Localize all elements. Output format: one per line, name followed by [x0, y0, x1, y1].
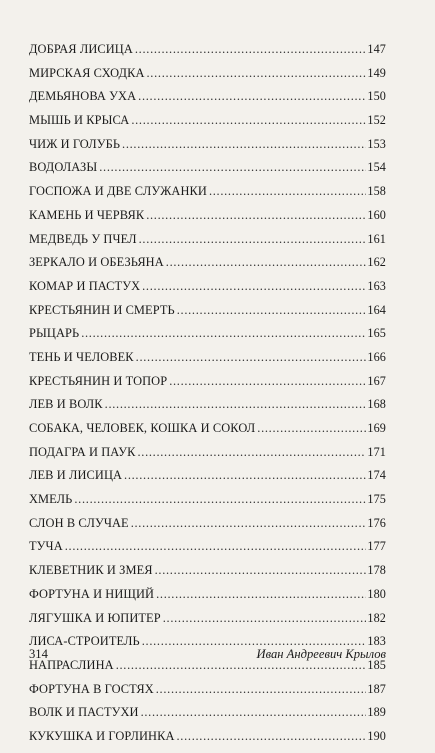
toc-entry-page: 180 [367, 586, 386, 601]
toc-entry-title: ДОБРАЯ ЛИСИЦА [29, 42, 133, 56]
toc-entry-page: 182 [367, 610, 386, 625]
toc-entry [29, 42, 386, 66]
toc-dot-leader [146, 208, 366, 223]
toc-entry-title: ТЕНЬ И ЧЕЛОВЕК [29, 349, 134, 364]
toc-dot-leader [147, 66, 367, 81]
toc-entry-title: МИРСКАЯ СХОДКА [29, 65, 145, 80]
toc-entry-page: 185 [367, 657, 386, 672]
toc-entry-page: 154 [367, 160, 386, 175]
toc-entry [29, 682, 386, 706]
toc-entry-page: 161 [367, 231, 386, 246]
toc-dot-leader [156, 682, 367, 697]
toc-entry-title: ДЕМЬЯНОВА УХА [29, 89, 137, 104]
toc-entry-title: МЕДВЕДЬ У ПЧЕЛ [29, 231, 137, 246]
toc-entry-page: 187 [367, 681, 386, 696]
toc-dot-leader [74, 492, 366, 507]
toc-entry [29, 397, 386, 421]
toc-entry-title: НАПРАСЛИНА [29, 657, 114, 672]
toc-entry-title: ХМЕЛЬ [29, 492, 73, 507]
toc-dot-leader [156, 587, 366, 602]
toc-entry-title: ВОЛК И ПАСТУХИ [29, 705, 139, 720]
toc-entry [29, 89, 386, 113]
toc-entry-title: РЫЦАРЬ [29, 326, 80, 341]
toc-entry [29, 184, 386, 208]
toc-entry [29, 160, 386, 184]
toc-entry-page: 163 [367, 278, 386, 293]
toc-entry-title: СЛОН В СЛУЧАЕ [29, 515, 129, 530]
toc-entry-title: ЛЕВ И ВОЛК [29, 397, 103, 412]
toc-entry-title: КЛЕВЕТНИК И ЗМЕЯ [29, 563, 153, 578]
toc-dot-leader [81, 326, 366, 341]
toc-entry-page: 190 [367, 728, 386, 743]
toc-entry-title: ПОДАГРА И ПАУК [29, 444, 136, 459]
page-footer [29, 647, 386, 662]
toc-entry-page: 177 [367, 539, 386, 554]
toc-dot-leader [139, 232, 367, 247]
toc-entry-page: 176 [367, 515, 386, 530]
toc-dot-leader [135, 42, 367, 57]
toc-entry-title: КАМЕНЬ И ЧЕРВЯК [29, 207, 145, 222]
toc-dot-leader [131, 516, 367, 531]
toc-entry [29, 137, 386, 161]
toc-entry [29, 705, 386, 729]
toc-entry-page: 149 [367, 65, 386, 80]
toc-entry-page: 153 [367, 136, 386, 151]
toc-dot-leader [177, 729, 367, 744]
toc-entry [29, 303, 386, 327]
toc-entry-page: 174 [367, 468, 386, 483]
toc-entry-title: КРЕСТЬЯНИН И СМЕРТЬ [29, 302, 175, 317]
toc-dot-leader [209, 184, 366, 199]
toc-entry [29, 350, 386, 374]
toc-entry [29, 113, 386, 137]
toc-entry-page: 168 [367, 397, 386, 412]
toc-dot-leader [138, 89, 366, 104]
toc-entry [29, 208, 386, 232]
toc-dot-leader [105, 397, 367, 412]
toc-entry [29, 445, 386, 469]
toc-entry [29, 279, 386, 303]
toc-dot-leader [141, 705, 367, 720]
toc-dot-leader [163, 611, 367, 626]
toc-entry-title: КУКУШКА И ГОРЛИНКА [29, 728, 175, 743]
toc-entry [29, 421, 386, 445]
toc-entry-title: ЛИСА-СТРОИТЕЛЬ [29, 634, 140, 649]
toc-dot-leader [166, 255, 367, 270]
toc-entry-title: ФОРТУНА И НИЩИЙ [29, 586, 155, 601]
toc-entry-page: 189 [367, 705, 386, 720]
toc-entry-page: 171 [367, 444, 386, 459]
toc-dot-leader [169, 374, 366, 389]
toc-entry-title: ГОСПОЖА И ДВЕ СЛУЖАНКИ [29, 184, 207, 199]
toc-entry-page: 158 [367, 184, 386, 199]
toc-entry-page: 152 [367, 113, 386, 128]
toc-entry [29, 563, 386, 587]
toc-entry [29, 516, 386, 540]
toc-dot-leader [99, 160, 366, 175]
toc-entry [29, 539, 386, 563]
toc-entry-title: ФОРТУНА В ГОСТЯХ [29, 681, 154, 696]
toc-entry [29, 611, 386, 635]
toc-entry-title: СОБАКА, ЧЕЛОВЕК, КОШКА И СОКОЛ [29, 421, 256, 435]
toc-entry-page: 169 [367, 421, 386, 435]
toc-entry-title: КОМАР И ПАСТУХ [29, 278, 141, 293]
toc-entry [29, 232, 386, 256]
toc-dot-leader [177, 303, 367, 318]
toc-entry-page: 166 [367, 349, 386, 364]
toc-entry-page: 178 [367, 563, 386, 578]
toc-entry-page: 175 [367, 492, 386, 507]
toc-entry [29, 587, 386, 611]
toc-dot-leader [155, 563, 367, 578]
toc-dot-leader [257, 421, 366, 436]
toc-entry-page: 162 [367, 255, 386, 270]
toc-entry-page: 147 [367, 42, 386, 56]
toc-entry [29, 374, 386, 398]
toc-entry-page: 150 [367, 89, 386, 104]
toc-dot-leader [137, 445, 366, 460]
toc-entry [29, 729, 386, 753]
toc-entry-title: ВОДОЛАЗЫ [29, 160, 98, 175]
toc-dot-leader [122, 137, 366, 152]
toc-entry [29, 255, 386, 279]
toc-entry-page: 167 [367, 373, 386, 388]
toc-entry [29, 326, 386, 350]
toc-entry-title: ЛЯГУШКА И ЮПИТЕР [29, 610, 161, 625]
toc-dot-leader [124, 468, 366, 483]
toc-entry-page: 164 [367, 302, 386, 317]
toc-entry-title: КРЕСТЬЯНИН И ТОПОР [29, 373, 168, 388]
toc-entry [29, 492, 386, 516]
toc-entry-page: 165 [367, 326, 386, 341]
toc-entry-title: ТУЧА [29, 539, 63, 554]
toc-entry-page: 183 [367, 634, 386, 649]
page-number: 314 [29, 647, 48, 661]
toc-entry-title: ЗЕРКАЛО И ОБЕЗЬЯНА [29, 255, 164, 270]
toc-dot-leader [136, 350, 367, 365]
toc-entry [29, 66, 386, 90]
running-author: Иван Андреевич Крылов [256, 647, 386, 661]
toc-entry-title: ЛЕВ И ЛИСИЦА [29, 468, 123, 483]
toc-dot-leader [131, 113, 366, 128]
toc-entry-page: 160 [367, 207, 386, 222]
toc-entry-title: МЫШЬ И КРЫСА [29, 113, 130, 128]
toc-entry [29, 468, 386, 492]
toc-dot-leader [142, 279, 366, 294]
toc-entry-title: ЧИЖ И ГОЛУБЬ [29, 136, 121, 151]
toc-dot-leader [65, 539, 367, 554]
